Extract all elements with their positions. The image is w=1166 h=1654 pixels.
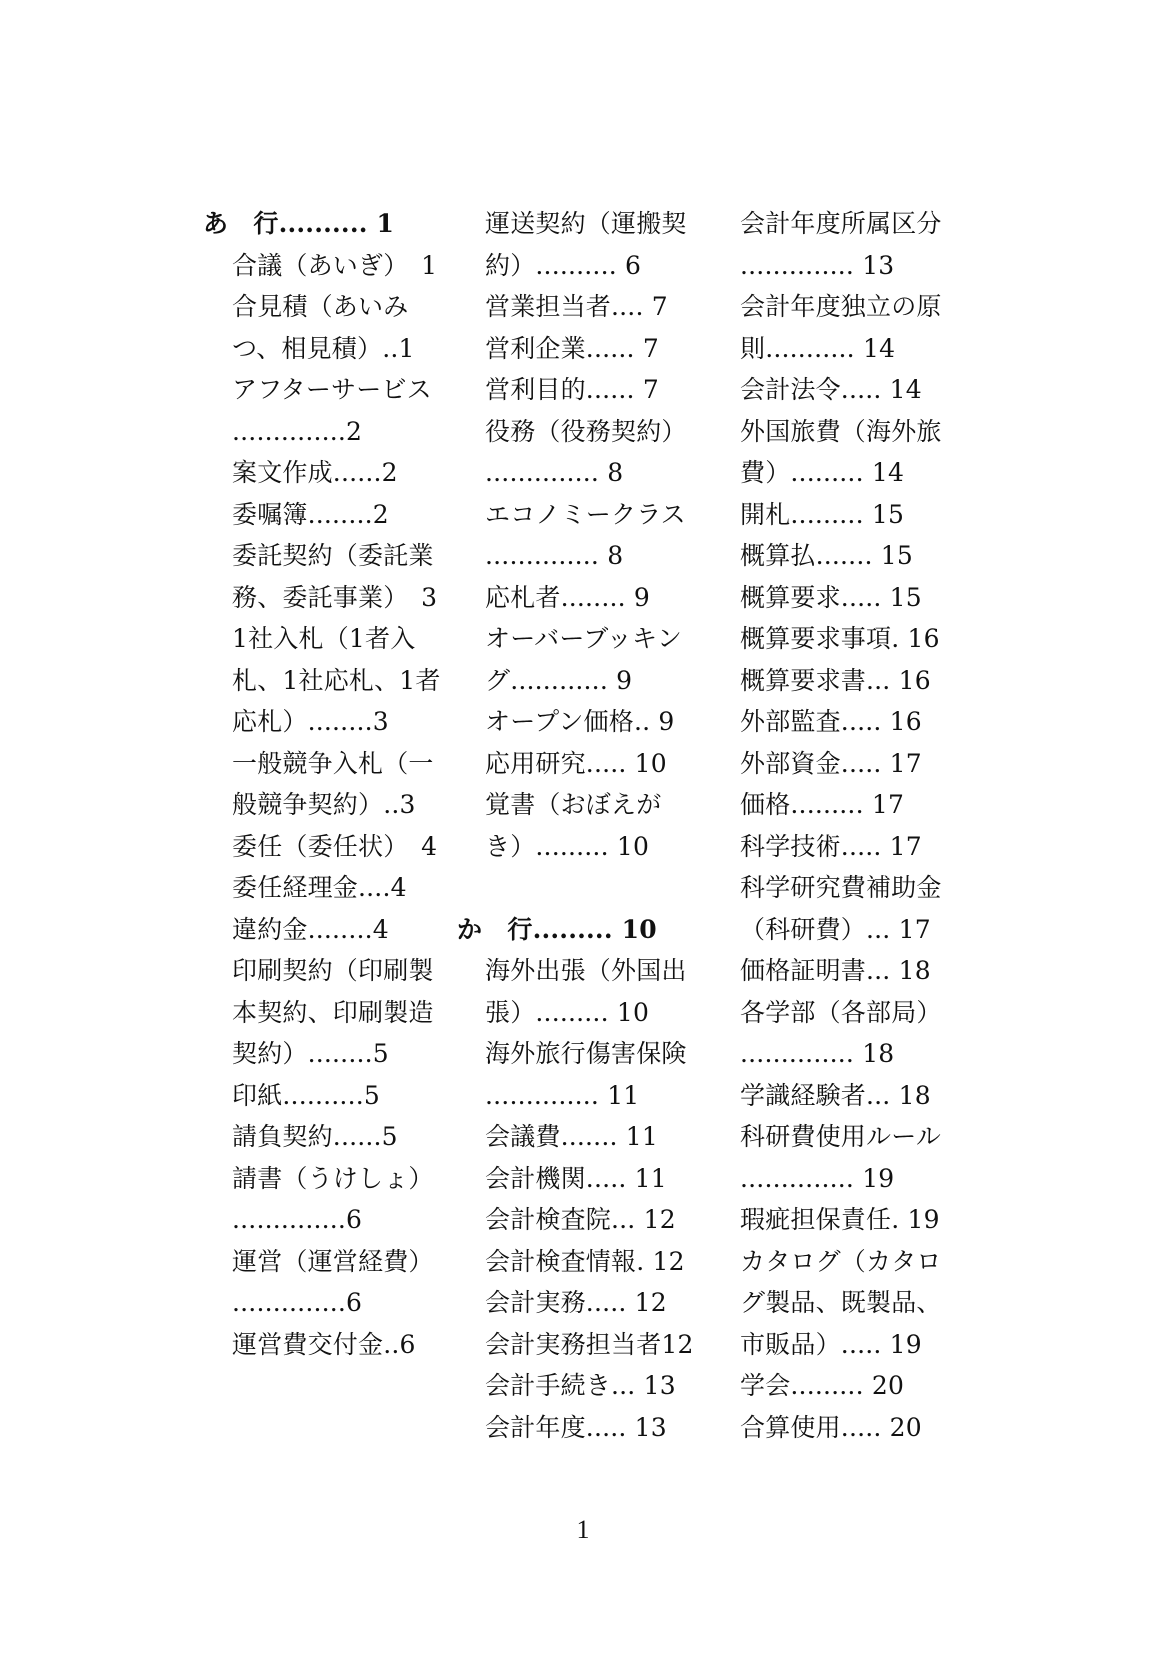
index-entry: 委任（委任状） 4 bbox=[232, 831, 438, 861]
index-entry: 学会......... 20 bbox=[740, 1371, 905, 1400]
index-entry: オーバーブッキン bbox=[485, 624, 683, 653]
index-entry: 海外出張（外国出 bbox=[485, 956, 687, 985]
index-entry: 会計実務担当者12 bbox=[485, 1329, 694, 1359]
index-entry: 会計手続き... 13 bbox=[485, 1371, 676, 1400]
index-entry: 概算払....... 15 bbox=[740, 541, 913, 570]
index-entry: 合見積（あいみ bbox=[232, 292, 409, 321]
index-entry: 瑕疵担保責任. 19 bbox=[740, 1205, 940, 1234]
section-heading-ka: か 行......... 10 bbox=[457, 914, 657, 944]
index-entry: 応札者........ 9 bbox=[485, 582, 651, 612]
index-entry: 営業担当者.... 7 bbox=[485, 292, 668, 321]
index-entry: 市販品）..... 19 bbox=[740, 1329, 922, 1359]
index-entry: き）......... 10 bbox=[485, 831, 650, 861]
index-entry: 営利目的...... 7 bbox=[485, 375, 659, 404]
index-entry: オープン価格.. 9 bbox=[485, 707, 675, 736]
index-entry: .............. 8 bbox=[485, 541, 624, 570]
index-entry: 会計年度独立の原 bbox=[740, 292, 942, 321]
index-entry: つ、相見積）..1 bbox=[232, 333, 415, 363]
index-entry: 応用研究..... 10 bbox=[485, 748, 667, 778]
index-entry: 科学研究費補助金 bbox=[740, 873, 942, 902]
index-entry: 科研費使用ルール bbox=[740, 1122, 942, 1151]
index-entry: 委託契約（委託業 bbox=[232, 541, 434, 570]
index-entry: 会計法令..... 14 bbox=[740, 375, 922, 404]
index-entry: 開札......... 15 bbox=[740, 499, 905, 529]
index-entry: 概算要求..... 15 bbox=[740, 582, 922, 612]
index-entry: 般競争契約）..3 bbox=[232, 790, 416, 819]
index-entry: 運営（運営経費） bbox=[232, 1246, 434, 1276]
index-entry: エコノミークラス bbox=[485, 499, 686, 529]
page-number: 1 bbox=[576, 1515, 590, 1544]
index-entry: ..............6 bbox=[232, 1288, 363, 1317]
index-column-1 bbox=[203, 203, 463, 1365]
index-entry: 応札）........3 bbox=[232, 707, 389, 736]
index-entry: 案文作成......2 bbox=[232, 458, 398, 487]
index-entry: 海外旅行傷害保険 bbox=[485, 1039, 687, 1068]
index-entry: .............. 11 bbox=[485, 1080, 640, 1110]
index-entry: 1社入札（1者入 bbox=[232, 624, 416, 653]
index-entry: 会計検査院... 12 bbox=[485, 1205, 676, 1234]
index-entry: 一般競争入札（一 bbox=[232, 748, 434, 778]
index-entry: カタログ（カタロ bbox=[740, 1246, 942, 1276]
index-entry: 委嘱簿........2 bbox=[232, 499, 389, 529]
index-entry: 会計検査情報. 12 bbox=[485, 1246, 685, 1276]
index-entry: 外部資金..... 17 bbox=[740, 748, 922, 778]
index-entry: 印刷契約（印刷製 bbox=[232, 956, 434, 985]
index-entry: ..............6 bbox=[232, 1205, 363, 1234]
index-entry: 費）......... 14 bbox=[740, 458, 905, 487]
index-entry: 覚書（おぼえが bbox=[485, 790, 662, 819]
index-entry: 札、1社応札、1者 bbox=[232, 665, 441, 695]
index-entry: 請書（うけしょ） bbox=[232, 1163, 434, 1193]
index-entry: 約）.......... 6 bbox=[485, 250, 642, 280]
index-entry: 運営費交付金..6 bbox=[232, 1329, 416, 1359]
index-entry: 違約金........4 bbox=[232, 914, 389, 944]
index-entry: 会議費....... 11 bbox=[485, 1122, 658, 1151]
index-entry: .............. 18 bbox=[740, 1039, 895, 1068]
index-entry: 会計実務..... 12 bbox=[485, 1288, 667, 1317]
index-entry: .............. 13 bbox=[740, 250, 895, 280]
section-heading-a: あ 行.......... 1 bbox=[203, 209, 395, 238]
index-entry: 請負契約......5 bbox=[232, 1122, 398, 1151]
index-entry: ..............2 bbox=[232, 416, 363, 446]
index-entry: 契約）........5 bbox=[232, 1039, 389, 1068]
index-entry: 会計年度所属区分 bbox=[740, 209, 942, 238]
index-entry: 営利企業...... 7 bbox=[485, 333, 659, 363]
index-entry: 合算使用..... 20 bbox=[740, 1412, 922, 1442]
index-entry: 本契約、印刷製造 bbox=[232, 997, 434, 1027]
index-entry: 外国旅費（海外旅 bbox=[740, 416, 942, 446]
index-entry: 概算要求書... 16 bbox=[740, 665, 931, 695]
index-entry: 合議（あいぎ） 1 bbox=[232, 250, 438, 280]
index-entry: 則........... 14 bbox=[740, 333, 896, 363]
index-entry: 役務（役務契約） bbox=[485, 416, 687, 446]
index-entry: 概算要求事項. 16 bbox=[740, 624, 940, 653]
index-entry: グ製品、既製品、 bbox=[740, 1288, 942, 1317]
index-entry: アフターサービス bbox=[232, 375, 432, 404]
index-column-2 bbox=[457, 203, 743, 1448]
index-entry: 印紙..........5 bbox=[232, 1080, 380, 1110]
index-entry: 委任経理金....4 bbox=[232, 873, 407, 902]
index-entry: 運送契約（運搬契 bbox=[485, 209, 687, 238]
index-entry: 価格......... 17 bbox=[740, 790, 905, 819]
index-entry: 会計機関..... 11 bbox=[485, 1163, 667, 1193]
index-entry: 会計年度..... 13 bbox=[485, 1412, 667, 1442]
index-entry: 各学部（各部局） bbox=[740, 997, 942, 1027]
index-entry: 学識経験者... 18 bbox=[740, 1080, 931, 1110]
index-entry: 価格証明書... 18 bbox=[740, 956, 931, 985]
index-entry: 外部監査..... 16 bbox=[740, 707, 922, 736]
blank-gap bbox=[485, 867, 743, 909]
index-entry: グ............ 9 bbox=[485, 665, 633, 695]
index-entry: 科学技術..... 17 bbox=[740, 831, 922, 861]
index-entry: 務、委託事業） 3 bbox=[232, 582, 438, 612]
index-entry: （科研費）... 17 bbox=[740, 914, 931, 944]
index-entry: 張）......... 10 bbox=[485, 997, 650, 1027]
index-entry: .............. 8 bbox=[485, 458, 624, 487]
index-entry: .............. 19 bbox=[740, 1163, 895, 1193]
index-column-3 bbox=[740, 203, 990, 1448]
